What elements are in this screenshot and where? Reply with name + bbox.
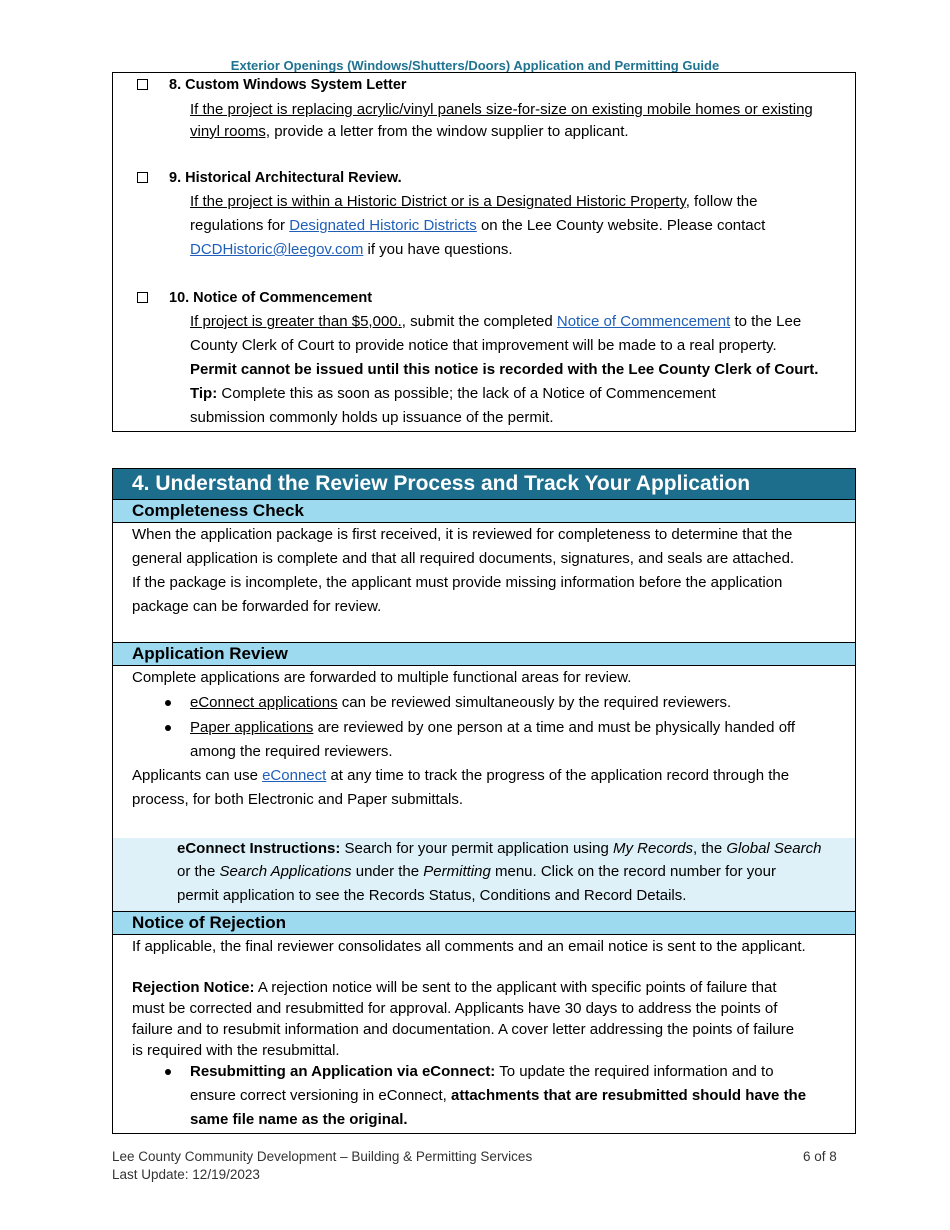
completeness-line-3: If the package is incomplete, the applicant must provide missing information before the application: [132, 574, 783, 591]
completeness-line-4: package can be forwarded for review.: [132, 598, 382, 615]
rejection-notice-line-3: failure and to resubmit information and documentation. A cover letter addressing the points of failure: [132, 1021, 795, 1038]
item-8-title: 8. Custom Windows System Letter: [169, 77, 407, 93]
rejection-notice-line-1: Rejection Notice: A rejection notice will be sent to the applicant with specific points of failure that: [132, 979, 777, 996]
checkbox-item-10[interactable]: [137, 292, 148, 303]
item-9-text-line-2: regulations for Designated Historic Districts on the Lee County website. Please contact: [190, 217, 766, 234]
review-track-line-2: process, for both Electronic and Paper submittals.: [132, 791, 463, 808]
footer-last-update: Last Update: 12/19/2023: [112, 1167, 260, 1182]
item-10-text-line-2: County Clerk of Court to provide notice that improvement will be made to a real property.: [190, 337, 777, 354]
review-bullet-2: Paper applications are reviewed by one person at a time and must be physically handed off: [190, 719, 796, 736]
review-intro: Complete applications are forwarded to multiple functional areas for review.: [132, 669, 632, 686]
rejection-notice-line-2: must be corrected and resubmitted for approval. Applicants have 30 days to address the points of: [132, 1000, 778, 1017]
application-review-header: Application Review: [113, 642, 855, 666]
item-8-text-line-2: vinyl rooms, provide a letter from the window supplier to applicant.: [190, 123, 629, 140]
item-9-text-line-3: DCDHistoric@leegov.com if you have questions.: [190, 241, 513, 258]
econnect-instructions-line-1: eConnect Instructions: Search for your permit application using My Records, the Global Search: [177, 840, 822, 857]
review-track-line-1: Applicants can use eConnect at any time to track the progress of the application record through the: [132, 767, 790, 784]
footer-organization: Lee County Community Development – Building & Permitting Services: [112, 1149, 533, 1164]
item-10-warning: Permit cannot be issued until this notice is recorded with the Lee County Clerk of Court.: [190, 361, 819, 378]
item-10-text-line-1: If project is greater than $5,000., submit the completed Notice of Commencement to the Lee: [190, 313, 802, 330]
footer-page-number: 6 of 8: [803, 1149, 837, 1164]
item-10-tip-line-1: Tip: Complete this as soon as possible; the lack of a Notice of Commencement: [190, 385, 716, 402]
resubmit-line-2: ensure correct versioning in eConnect, attachments that are resubmitted should have the: [190, 1087, 807, 1104]
item-10-title: 10. Notice of Commencement: [169, 290, 373, 306]
econnect-link[interactable]: eConnect: [262, 767, 327, 784]
item-8-text-line-1: If the project is replacing acrylic/vinyl panels size-for-size on existing mobile homes or existing: [190, 101, 813, 118]
section-4-box: [112, 468, 856, 1134]
completeness-check-header: Completeness Check: [113, 499, 855, 523]
bullet-icon: [165, 725, 171, 731]
notice-of-rejection-header: Notice of Rejection: [113, 911, 855, 935]
rejection-intro: If applicable, the final reviewer consolidates all comments and an email notice is sent to the applicant.: [132, 938, 806, 955]
checkbox-item-8[interactable]: [137, 79, 148, 90]
econnect-instructions-line-2: or the Search Applications under the Permitting menu. Click on the record number for your: [177, 863, 776, 880]
document-header-title: Exterior Openings (Windows/Shutters/Doors) Application and Permitting Guide: [230, 58, 720, 73]
checklist-box: [112, 72, 856, 432]
bullet-icon: [165, 1069, 171, 1075]
section-4-title-bar: [113, 469, 855, 499]
review-bullet-2-line-2: among the required reviewers.: [190, 743, 393, 760]
section-4-title: 4. Understand the Review Process and Track Your Application: [132, 472, 751, 495]
review-bullet-1: eConnect applications can be reviewed simultaneously by the required reviewers.: [190, 694, 732, 711]
notice-of-commencement-link[interactable]: Notice of Commencement: [556, 313, 731, 330]
rejection-notice-line-4: is required with the resubmittal.: [132, 1042, 340, 1059]
econnect-instructions-line-3: permit application to see the Records Status, Conditions and Record Details.: [177, 887, 687, 904]
item-9-title: 9. Historical Architectural Review.: [169, 170, 402, 186]
checkbox-item-9[interactable]: [137, 172, 148, 183]
item-9-text-line-1: If the project is within a Historic District or is a Designated Historic Property, follow the: [190, 193, 758, 210]
resubmit-line-3: same file name as the original.: [190, 1111, 408, 1128]
resubmit-line-1: Resubmitting an Application via eConnect: To update the required information and to: [190, 1063, 774, 1080]
designated-historic-districts-link[interactable]: Designated Historic Districts: [289, 217, 477, 234]
bullet-icon: [165, 700, 171, 706]
completeness-line-2: general application is complete and that all required documents, signatures, and seals are attached.: [132, 550, 795, 567]
item-10-tip-line-2: submission commonly holds up issuance of the permit.: [190, 409, 554, 426]
dcd-historic-email-link[interactable]: DCDHistoric@leegov.com: [190, 241, 364, 258]
completeness-line-1: When the application package is first received, it is reviewed for completeness to determine that the: [132, 526, 793, 543]
